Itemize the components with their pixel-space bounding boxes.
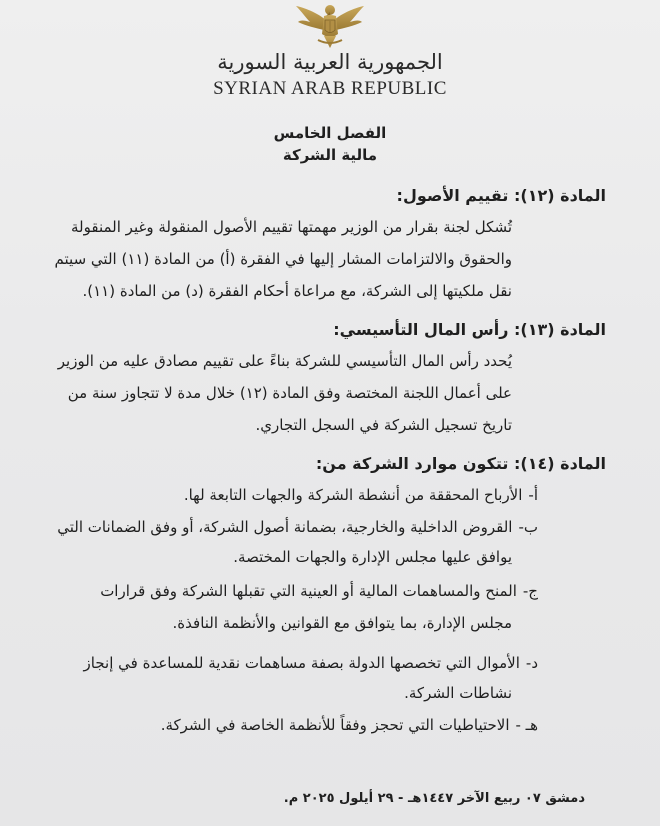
article-12-line-3: نقل ملكيتها إلى الشركة، مع مراعاة أحكام الفقرة (د) من المادة (١١). [82,282,512,300]
item-text: الاحتياطيات التي تحجز وفقاً للأنظمة الخاصة في الشركة. [160,716,510,734]
item-prefix: ب- [518,518,538,536]
issue-date-line: دمشق ٠٧ ربيع الآخر ١٤٤٧هـ - ٢٩ أيلول ٢٠٢٥ م. [283,791,585,806]
article-13-heading: المادة (١٣): رأس المال التأسيسي: [333,320,606,339]
article-14-item-c [0,582,660,600]
article-14-item-d-cont: نشاطات الشركة. [404,684,512,702]
item-prefix: د- [525,654,538,672]
item-prefix: أ- [528,486,538,504]
item-text: الأرباح المحققة من أنشطة الشركة والجهات التابعة لها. [183,486,523,504]
article-12-heading: المادة (١٢): تقييم الأصول: [396,186,606,205]
article-12-line-1: تُشكل لجنة بقرار من الوزير مهمتها تقييم الأصول المنقولة وغير المنقولة [71,218,512,236]
article-13-line-2: على أعمال اللجنة المختصة وفق المادة (١٢) خلال مدة لا تتجاوز سنة من [67,384,512,402]
article-12-line-2: والحقوق والالتزامات المشار إليها في الفقرة (أ) من المادة (١١) التي سيتم [54,250,512,268]
chapter-title: الفصل الخامس [273,124,387,142]
article-14-item-b-cont: يوافق عليها مجلس الإدارة والجهات المختصة. [233,548,512,566]
item-text: القروض الداخلية والخارجية، بضمانة أصول الشركة، أو وفق الضمانات التي [57,518,513,536]
article-14-item-b [0,518,660,536]
item-prefix: ج- [522,582,538,600]
item-text: المنح والمساهمات المالية أو العينية التي تقبلها الشركة وفق قرارات [100,582,517,600]
item-text: الأموال التي تخصصها الدولة بصفة مساهمات نقدية للمساعدة في إنجاز [83,654,520,672]
eagle-emblem-icon [292,0,368,52]
chapter-subtitle: مالية الشركة [282,146,378,164]
article-14-item-d [0,654,660,672]
article-14-heading: المادة (١٤): تتكون موارد الشركة من: [315,454,606,473]
article-14-item-e [0,716,660,734]
article-14-item-a [0,486,660,504]
article-14-item-c-cont: مجلس الإدارة، بما يتوافق مع القوانين والأنظمة النافذة. [172,614,512,632]
republic-name-arabic: الجمهورية العربية السورية [217,50,443,74]
article-13-line-1: يُحدد رأس المال التأسيسي للشركة بناءً على تقييم مصادق عليه من الوزير [57,352,512,370]
republic-name-english: SYRIAN ARAB REPUBLIC [213,78,447,99]
article-13-line-3: تاريخ تسجيل الشركة في السجل التجاري. [255,416,512,434]
item-prefix: هـ - [515,716,538,734]
